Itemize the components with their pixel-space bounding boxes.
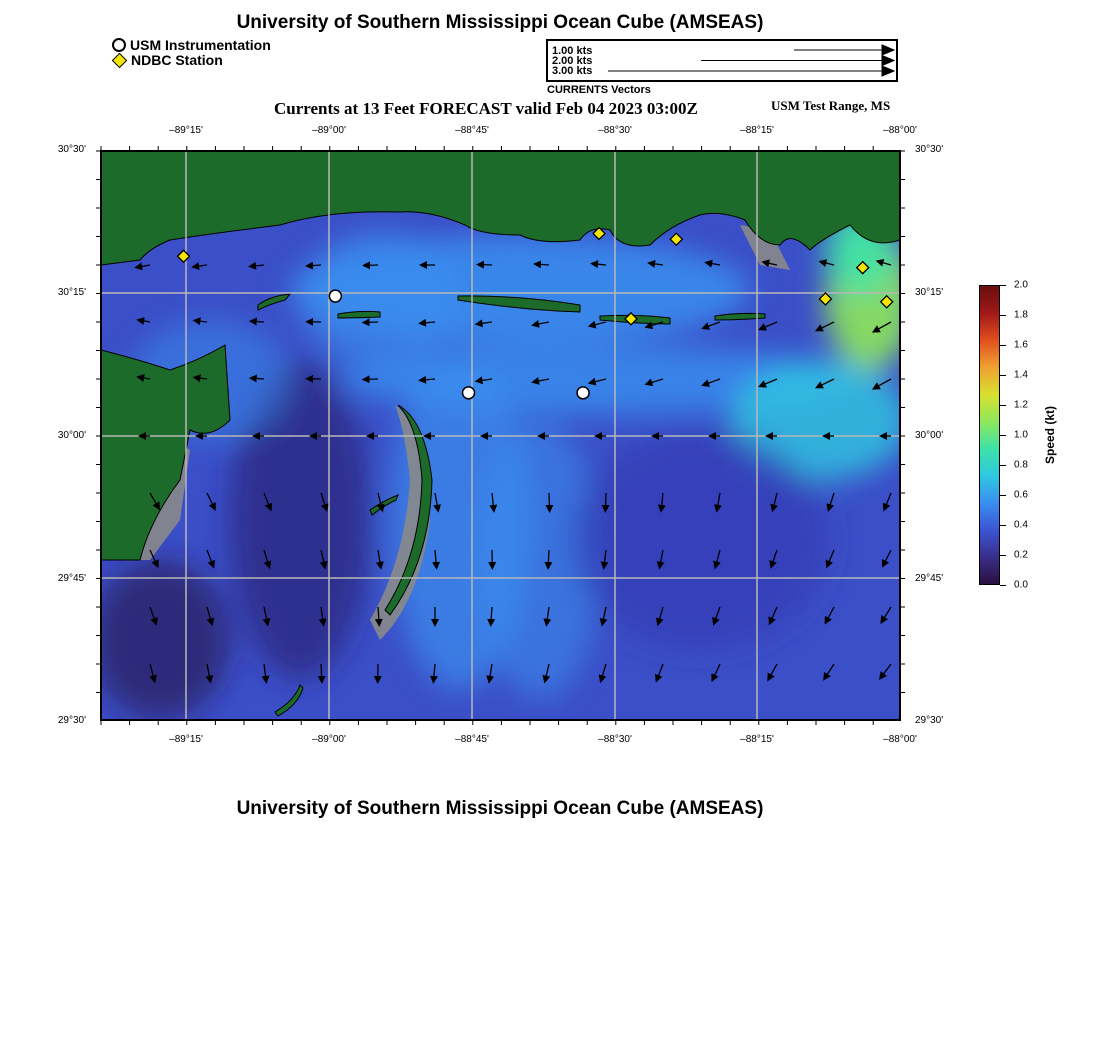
colorbar-tick-label: 0.8: [1014, 459, 1028, 471]
colorbar-tick-mark: [1000, 285, 1006, 286]
colorbar-tick-label: 1.0: [1014, 429, 1028, 441]
lon-tick-bottom: ‒89°00': [312, 734, 346, 745]
colorbar-tick-label: 1.2: [1014, 399, 1028, 411]
lat-tick-left: 30°15': [57, 287, 86, 298]
vector-key-caption: CURRENTS Vectors: [547, 84, 651, 96]
lon-tick-top: ‒89°00': [312, 125, 346, 136]
current-vector-arrow: [605, 493, 606, 511]
chart-title: University of Southern Mississippi Ocean Cube (AMSEAS): [236, 12, 764, 33]
current-vector-arrow: [251, 321, 264, 322]
colorbar-tick-label: 2.0: [1014, 279, 1028, 291]
colorbar-tick-label: 0.2: [1014, 549, 1028, 561]
colorbar-tick-mark: [1000, 405, 1006, 406]
lat-tick-right: 30°00': [915, 430, 944, 441]
lon-tick-top: ‒88°45': [455, 125, 489, 136]
lat-tick-left: 30°00': [57, 430, 86, 441]
colorbar-tick-mark: [1000, 585, 1006, 586]
legend-ndbc-label: NDBC Station: [131, 52, 223, 68]
colorbar-tick-label: 0.0: [1014, 579, 1028, 591]
lat-tick-right: 30°30': [915, 144, 944, 155]
usm-instrument-marker: [577, 387, 589, 399]
bottom-title: University of Southern Mississippi Ocean Cube (AMSEAS): [236, 798, 764, 819]
colorbar-tick-mark: [1000, 465, 1006, 466]
colorbar-tick-label: 1.8: [1014, 309, 1028, 321]
lat-tick-right: 29°30': [915, 715, 944, 726]
lon-tick-bottom: ‒88°15': [740, 734, 774, 745]
usm-instrument-marker: [329, 290, 341, 302]
usm-instrument-marker: [463, 387, 475, 399]
colorbar-tick-label: 0.6: [1014, 489, 1028, 501]
lon-tick-bottom: ‒88°00': [883, 734, 917, 745]
colorbar-tick-mark: [1000, 525, 1006, 526]
lat-tick-right: 29°45': [915, 573, 944, 584]
current-vector-arrow: [364, 379, 378, 380]
colorbar-title: Speed (kt): [1043, 405, 1057, 465]
lat-tick-left: 29°30': [57, 715, 86, 726]
current-vector-arrow: [251, 378, 264, 379]
colorbar-tick-label: 0.4: [1014, 519, 1028, 531]
colorbar-tick-mark: [1000, 555, 1006, 556]
lon-tick-top: ‒88°30': [598, 125, 632, 136]
lon-tick-bottom: ‒89°15': [169, 734, 203, 745]
lon-tick-bottom: ‒88°30': [598, 734, 632, 745]
colorbar-tick-mark: [1000, 435, 1006, 436]
colorbar-tick-mark: [1000, 375, 1006, 376]
colorbar-tick-label: 1.4: [1014, 369, 1028, 381]
plot-location: USM Test Range, MS: [771, 98, 891, 113]
colorbar-tick-mark: [1000, 345, 1006, 346]
current-vector-arrow: [549, 493, 550, 511]
lat-tick-left: 30°30': [57, 144, 86, 155]
colorbar-tick-mark: [1000, 315, 1006, 316]
lon-tick-bottom: ‒88°45': [455, 734, 489, 745]
lon-tick-top: ‒89°15': [169, 125, 203, 136]
lon-tick-top: ‒88°00': [883, 125, 917, 136]
lat-tick-right: 30°15': [915, 287, 944, 298]
lon-tick-top: ‒88°15': [740, 125, 774, 136]
lat-tick-left: 29°45': [57, 573, 86, 584]
plot-subtitle: Currents at 13 Feet FORECAST valid Feb 04 2023 03:00Z: [274, 99, 698, 118]
speed-colorbar: [979, 285, 1000, 585]
colorbar-tick-mark: [1000, 495, 1006, 496]
legend-usm-label: USM Instrumentation: [130, 37, 271, 53]
vector-key-label-1: 1.00 kts: [552, 45, 593, 57]
vector-key-label-2: 2.00 kts: [552, 55, 593, 67]
current-vector-arrow: [364, 322, 378, 323]
colorbar-tick-label: 1.6: [1014, 339, 1028, 351]
vector-key-label-3: 3.00 kts: [552, 65, 593, 77]
